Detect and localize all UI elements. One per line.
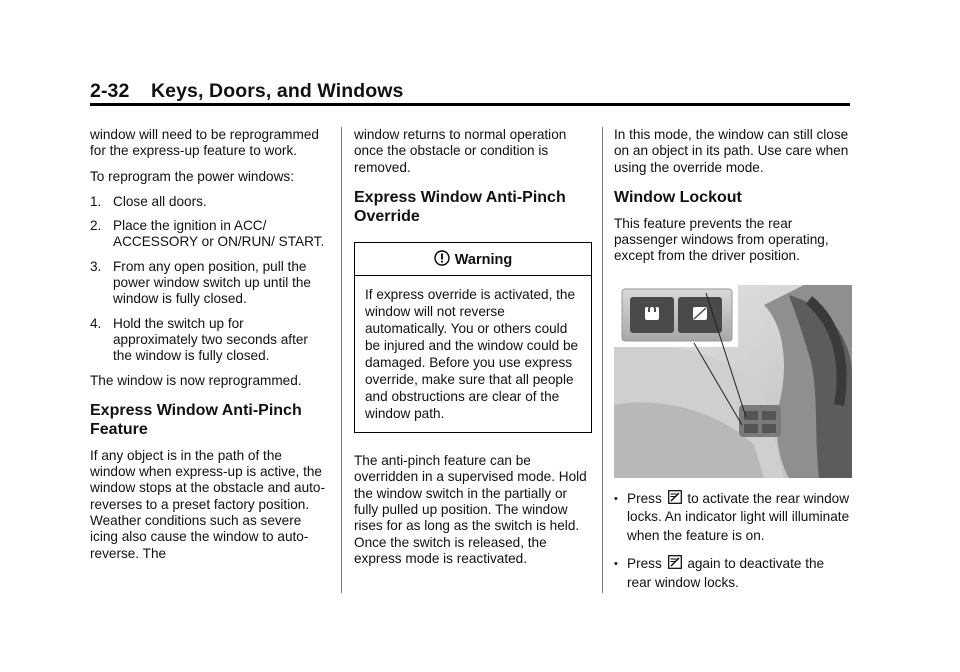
step-item <box>90 316 330 365</box>
step-number: 3. <box>90 258 102 274</box>
paragraph: window returns to normal operation once the obstacle or condition is removed. <box>354 127 567 175</box>
paragraph: The anti-pinch feature can be overridden in a supervised mode. Hold the window switch in the partially or fully pulled up position. The window rises for as long as the switch is held. Once the switch is released, the express mode is reactivated. <box>354 453 587 566</box>
bullet-item <box>614 490 852 546</box>
step-text: Place the ignition in ACC/ ACCESSORY or ON/RUN/ START. <box>113 218 325 250</box>
step-item <box>90 194 330 210</box>
step-text: From any open position, pull the power window switch up until the window is fully closed. <box>113 258 311 307</box>
window-lockout-icon <box>668 490 682 504</box>
lockout-steps <box>614 490 852 593</box>
step-item <box>90 218 330 251</box>
paragraph: This feature prevents the rear passenger windows from operating, except from the driver position. <box>614 215 829 264</box>
bullet-text: Press <box>627 556 662 572</box>
column-3 <box>614 127 852 602</box>
bullet-item <box>614 555 852 592</box>
bullet-text: to activate the rear window locks. An indicator light will illuminate when the feature is on. <box>627 490 850 543</box>
door-switch-photo <box>614 285 852 478</box>
step-number: 1. <box>90 193 102 209</box>
warning-icon <box>434 250 450 270</box>
paragraph: window will need to be reprogrammed for the express-up feature to work. <box>90 127 319 159</box>
page-number: 2-32 <box>90 80 130 102</box>
paragraph: In this mode, the window can still close on an object in its path. Use care when using the override mode. <box>614 127 849 175</box>
column-divider <box>341 127 342 593</box>
column-1 <box>90 127 330 571</box>
section-title: Keys, Doors, and Windows <box>150 80 404 102</box>
warning-box <box>354 242 592 433</box>
reprogram-steps <box>90 194 330 365</box>
step-text: Close all doors. <box>113 193 207 209</box>
paragraph: If any object is in the path of the window when express-up is active, the window stops at the obstacle and auto-reverses to a preset factory position. Weather conditions such as severe icing also cause the window to auto-reverse. The <box>90 447 326 561</box>
page-header <box>90 80 403 103</box>
section-heading: Express Window Anti-Pinch Override <box>354 188 566 225</box>
column-2 <box>354 127 592 576</box>
paragraph: To reprogram the power windows: <box>90 168 294 184</box>
step-number: 4. <box>90 315 102 331</box>
step-item <box>90 259 330 308</box>
header-rule <box>90 103 850 106</box>
bullet-icon: • <box>614 492 618 505</box>
warning-title <box>355 243 591 276</box>
section-heading: Express Window Anti-Pinch Feature <box>90 401 302 438</box>
paragraph: The window is now reprogrammed. <box>90 372 302 388</box>
section-heading: Window Lockout <box>614 188 742 206</box>
bullet-icon: • <box>614 558 618 571</box>
column-divider <box>602 127 603 593</box>
window-lockout-icon <box>668 555 682 569</box>
step-number: 2. <box>90 218 102 234</box>
warning-text: If express override is activated, the window will not reverse automatically. You or others could be injured and the window could be damaged. Before you use express override, make sure that all people and obstructions are clear of the window path. <box>365 287 579 422</box>
bullet-text: again to deactivate the rear window locks. <box>627 556 825 590</box>
step-text: Hold the switch up for approximately two seconds after the window is fully closed. <box>113 315 308 364</box>
bullet-text: Press <box>627 490 662 506</box>
warning-label: Warning <box>454 251 513 268</box>
